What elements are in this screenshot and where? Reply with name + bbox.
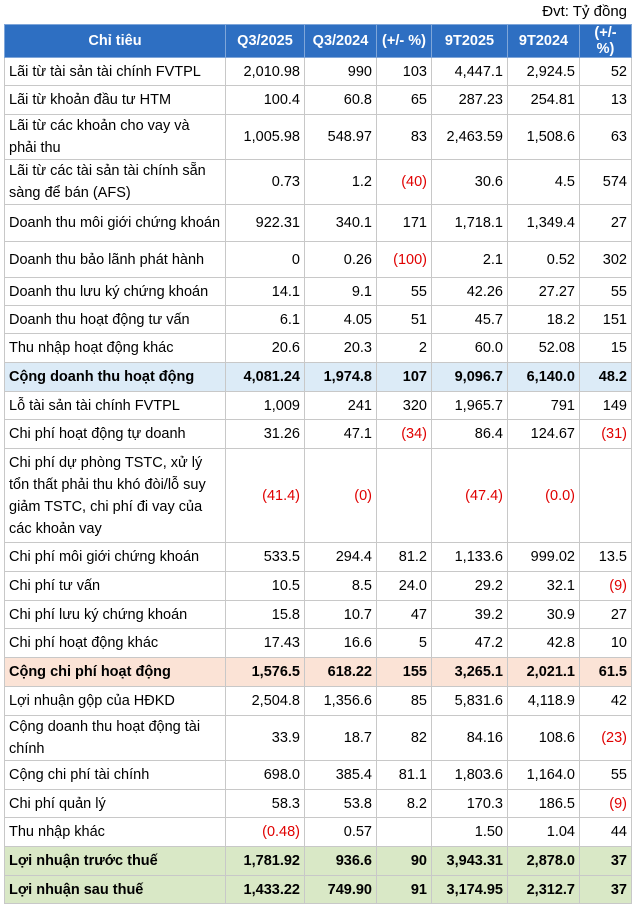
header-q3-2024: Q3/2024 xyxy=(305,25,377,58)
table-row xyxy=(5,242,632,278)
row-value: 13 xyxy=(580,86,632,115)
row-value: 1.2 xyxy=(305,160,377,205)
row-value: (9) xyxy=(580,790,632,818)
row-value: 2,924.5 xyxy=(508,58,580,86)
row-value: 385.4 xyxy=(305,761,377,790)
header-9t-change: (+/- %) xyxy=(580,25,632,58)
row-value: 52.08 xyxy=(508,334,580,363)
row-label: Lỗ tài sản tài chính FVTPL xyxy=(5,392,226,420)
row-value: 1,965.7 xyxy=(432,392,508,420)
row-value: 42 xyxy=(580,687,632,716)
row-value: (0) xyxy=(305,449,377,543)
row-value: 1,005.98 xyxy=(226,115,305,160)
row-value: (0.0) xyxy=(508,449,580,543)
row-label: Chi phí tư vấn xyxy=(5,572,226,601)
row-value: 2,010.98 xyxy=(226,58,305,86)
row-value: 32.1 xyxy=(508,572,580,601)
table-row xyxy=(5,818,632,847)
row-value: 8.5 xyxy=(305,572,377,601)
row-value: 103 xyxy=(377,58,432,86)
row-value: 2,312.7 xyxy=(508,876,580,904)
row-value: 1,009 xyxy=(226,392,305,420)
table-row xyxy=(5,601,632,629)
row-value: 1,576.5 xyxy=(226,658,305,687)
row-value: 10 xyxy=(580,629,632,658)
row-value: 60.0 xyxy=(432,334,508,363)
table-row xyxy=(5,543,632,572)
table-row xyxy=(5,687,632,716)
row-value: 29.2 xyxy=(432,572,508,601)
row-label: Lãi từ tài sản tài chính FVTPL xyxy=(5,58,226,86)
row-value: 42.8 xyxy=(508,629,580,658)
row-label: Cộng chi phí hoạt động xyxy=(5,658,226,687)
table-row xyxy=(5,420,632,449)
row-value: 27.27 xyxy=(508,278,580,306)
row-label: Chi phí dự phòng TSTC, xử lý tổn thất phải thu khó đòi/lỗ suy giảm TSTC, chi phí đi vay của các khoản vay xyxy=(5,449,226,543)
row-value: (9) xyxy=(580,572,632,601)
row-value: 83 xyxy=(377,115,432,160)
row-value: 47.1 xyxy=(305,420,377,449)
row-value: 90 xyxy=(377,847,432,876)
row-value: 15 xyxy=(580,334,632,363)
row-value: 302 xyxy=(580,242,632,278)
table-row xyxy=(5,160,632,205)
row-value: (34) xyxy=(377,420,432,449)
row-label: Chi phí môi giới chứng khoán xyxy=(5,543,226,572)
header-9t2025: 9T2025 xyxy=(432,25,508,58)
table-row xyxy=(5,449,632,543)
row-value: 618.22 xyxy=(305,658,377,687)
table-row xyxy=(5,572,632,601)
table-row xyxy=(5,392,632,420)
unit-label: Đvt: Tỷ đồng xyxy=(542,3,627,20)
row-label: Lãi từ các tài sản tài chính sẵn sàng để bán (AFS) xyxy=(5,160,226,205)
row-value: 3,174.95 xyxy=(432,876,508,904)
row-value: 936.6 xyxy=(305,847,377,876)
table-row xyxy=(5,790,632,818)
row-value: 61.5 xyxy=(580,658,632,687)
row-value: 149 xyxy=(580,392,632,420)
row-label: Cộng doanh thu hoạt động tài chính xyxy=(5,716,226,761)
row-value: 65 xyxy=(377,86,432,115)
row-value: 3,943.31 xyxy=(432,847,508,876)
row-value: 254.81 xyxy=(508,86,580,115)
row-value: 320 xyxy=(377,392,432,420)
row-label: Cộng chi phí tài chính xyxy=(5,761,226,790)
row-value: 1.50 xyxy=(432,818,508,847)
row-value: 18.2 xyxy=(508,306,580,334)
row-value: 171 xyxy=(377,205,432,242)
row-value: 4,118.9 xyxy=(508,687,580,716)
row-value: 0.73 xyxy=(226,160,305,205)
row-value: (31) xyxy=(580,420,632,449)
row-value: 6,140.0 xyxy=(508,363,580,392)
row-value: 8.2 xyxy=(377,790,432,818)
row-value: 241 xyxy=(305,392,377,420)
row-value: 287.23 xyxy=(432,86,508,115)
row-value: 2,878.0 xyxy=(508,847,580,876)
table-row xyxy=(5,716,632,761)
row-value: 574 xyxy=(580,160,632,205)
row-value: 52 xyxy=(580,58,632,86)
row-value: 33.9 xyxy=(226,716,305,761)
row-value: 3,265.1 xyxy=(432,658,508,687)
row-value: (100) xyxy=(377,242,432,278)
row-value: 85 xyxy=(377,687,432,716)
row-value: 2 xyxy=(377,334,432,363)
table-row xyxy=(5,847,632,876)
row-value: 990 xyxy=(305,58,377,86)
row-value: 340.1 xyxy=(305,205,377,242)
row-label: Lợi nhuận gộp của HĐKD xyxy=(5,687,226,716)
row-value: 14.1 xyxy=(226,278,305,306)
row-value: 63 xyxy=(580,115,632,160)
header-9t2024: 9T2024 xyxy=(508,25,580,58)
table-row xyxy=(5,761,632,790)
row-value: 1.04 xyxy=(508,818,580,847)
row-value: (41.4) xyxy=(226,449,305,543)
row-label: Thu nhập hoạt động khác xyxy=(5,334,226,363)
row-value: 6.1 xyxy=(226,306,305,334)
table-row xyxy=(5,86,632,115)
row-value: 4.05 xyxy=(305,306,377,334)
table-row xyxy=(5,205,632,242)
row-value: 60.8 xyxy=(305,86,377,115)
row-value: 1,133.6 xyxy=(432,543,508,572)
row-value: 45.7 xyxy=(432,306,508,334)
row-value: 81.2 xyxy=(377,543,432,572)
row-value: 39.2 xyxy=(432,601,508,629)
row-value: 9,096.7 xyxy=(432,363,508,392)
row-value: 20.3 xyxy=(305,334,377,363)
row-value: 48.2 xyxy=(580,363,632,392)
row-value: 107 xyxy=(377,363,432,392)
row-value: 2,463.59 xyxy=(432,115,508,160)
row-value: 1,356.6 xyxy=(305,687,377,716)
row-label: Lợi nhuận sau thuế xyxy=(5,876,226,904)
row-value: 1,349.4 xyxy=(508,205,580,242)
row-value: 1,803.6 xyxy=(432,761,508,790)
row-value: 81.1 xyxy=(377,761,432,790)
row-value: 31.26 xyxy=(226,420,305,449)
row-value: 91 xyxy=(377,876,432,904)
row-value: 27 xyxy=(580,205,632,242)
row-label: Thu nhập khác xyxy=(5,818,226,847)
row-value: 55 xyxy=(580,278,632,306)
row-value: (0.48) xyxy=(226,818,305,847)
row-value: 47.2 xyxy=(432,629,508,658)
row-value: 47 xyxy=(377,601,432,629)
row-value: 82 xyxy=(377,716,432,761)
row-value: 1,164.0 xyxy=(508,761,580,790)
row-value: 58.3 xyxy=(226,790,305,818)
row-value: 1,508.6 xyxy=(508,115,580,160)
row-value: 151 xyxy=(580,306,632,334)
row-value: 86.4 xyxy=(432,420,508,449)
row-value: 5 xyxy=(377,629,432,658)
financial-table xyxy=(4,24,632,904)
row-label: Cộng doanh thu hoạt động xyxy=(5,363,226,392)
row-value: 1,433.22 xyxy=(226,876,305,904)
row-value: 2,021.1 xyxy=(508,658,580,687)
row-value: 155 xyxy=(377,658,432,687)
row-label: Chi phí lưu ký chứng khoán xyxy=(5,601,226,629)
row-label: Doanh thu môi giới chứng khoán xyxy=(5,205,226,242)
row-value: 13.5 xyxy=(580,543,632,572)
row-value: 55 xyxy=(377,278,432,306)
table-row xyxy=(5,658,632,687)
row-value: 5,831.6 xyxy=(432,687,508,716)
row-value: 2.1 xyxy=(432,242,508,278)
row-label: Doanh thu bảo lãnh phát hành xyxy=(5,242,226,278)
table-body xyxy=(5,58,632,904)
row-value: 84.16 xyxy=(432,716,508,761)
row-value: 53.8 xyxy=(305,790,377,818)
table-row xyxy=(5,629,632,658)
row-label: Lãi từ khoản đầu tư HTM xyxy=(5,86,226,115)
row-value: (40) xyxy=(377,160,432,205)
row-value: 533.5 xyxy=(226,543,305,572)
table-row xyxy=(5,306,632,334)
row-value: 0.26 xyxy=(305,242,377,278)
table-header xyxy=(5,25,632,58)
row-value: 16.6 xyxy=(305,629,377,658)
row-value: 0 xyxy=(226,242,305,278)
row-value: 4,447.1 xyxy=(432,58,508,86)
row-value: 0.52 xyxy=(508,242,580,278)
row-value: 1,718.1 xyxy=(432,205,508,242)
row-value: 15.8 xyxy=(226,601,305,629)
row-value: 108.6 xyxy=(508,716,580,761)
row-value: 4,081.24 xyxy=(226,363,305,392)
row-value: (47.4) xyxy=(432,449,508,543)
row-value: 922.31 xyxy=(226,205,305,242)
row-value: 17.43 xyxy=(226,629,305,658)
row-value: 20.6 xyxy=(226,334,305,363)
row-value: 4.5 xyxy=(508,160,580,205)
header-q3-2025: Q3/2025 xyxy=(226,25,305,58)
row-value: 1,781.92 xyxy=(226,847,305,876)
header-q-change: (+/- %) xyxy=(377,25,432,58)
table-row xyxy=(5,876,632,904)
table-row xyxy=(5,278,632,306)
row-value: 2,504.8 xyxy=(226,687,305,716)
row-value xyxy=(377,449,432,543)
table-row xyxy=(5,58,632,86)
table-row xyxy=(5,363,632,392)
row-value: 27 xyxy=(580,601,632,629)
table-row xyxy=(5,334,632,363)
row-label: Lợi nhuận trước thuế xyxy=(5,847,226,876)
row-value xyxy=(580,449,632,543)
row-value: 24.0 xyxy=(377,572,432,601)
row-value: 749.90 xyxy=(305,876,377,904)
table-row xyxy=(5,115,632,160)
row-value: 30.6 xyxy=(432,160,508,205)
header-row xyxy=(5,25,632,58)
row-label: Doanh thu hoạt động tư vấn xyxy=(5,306,226,334)
row-label: Chi phí hoạt động tự doanh xyxy=(5,420,226,449)
row-value: 186.5 xyxy=(508,790,580,818)
row-value: 44 xyxy=(580,818,632,847)
row-value xyxy=(377,818,432,847)
row-value: 1,974.8 xyxy=(305,363,377,392)
row-value: 37 xyxy=(580,876,632,904)
row-value: 51 xyxy=(377,306,432,334)
row-value: 37 xyxy=(580,847,632,876)
row-value: 999.02 xyxy=(508,543,580,572)
row-value: 10.5 xyxy=(226,572,305,601)
row-value: 10.7 xyxy=(305,601,377,629)
row-label: Doanh thu lưu ký chứng khoán xyxy=(5,278,226,306)
row-value: 170.3 xyxy=(432,790,508,818)
row-label: Chi phí quản lý xyxy=(5,790,226,818)
row-value: 0.57 xyxy=(305,818,377,847)
row-value: 548.97 xyxy=(305,115,377,160)
row-label: Lãi từ các khoản cho vay và phải thu xyxy=(5,115,226,160)
row-value: 100.4 xyxy=(226,86,305,115)
row-value: 9.1 xyxy=(305,278,377,306)
row-value: 698.0 xyxy=(226,761,305,790)
header-indicator: Chỉ tiêu xyxy=(5,25,226,58)
row-value: 124.67 xyxy=(508,420,580,449)
row-value: 55 xyxy=(580,761,632,790)
row-value: 18.7 xyxy=(305,716,377,761)
row-value: 42.26 xyxy=(432,278,508,306)
row-value: 294.4 xyxy=(305,543,377,572)
row-value: (23) xyxy=(580,716,632,761)
row-value: 30.9 xyxy=(508,601,580,629)
row-label: Chi phí hoạt động khác xyxy=(5,629,226,658)
row-value: 791 xyxy=(508,392,580,420)
